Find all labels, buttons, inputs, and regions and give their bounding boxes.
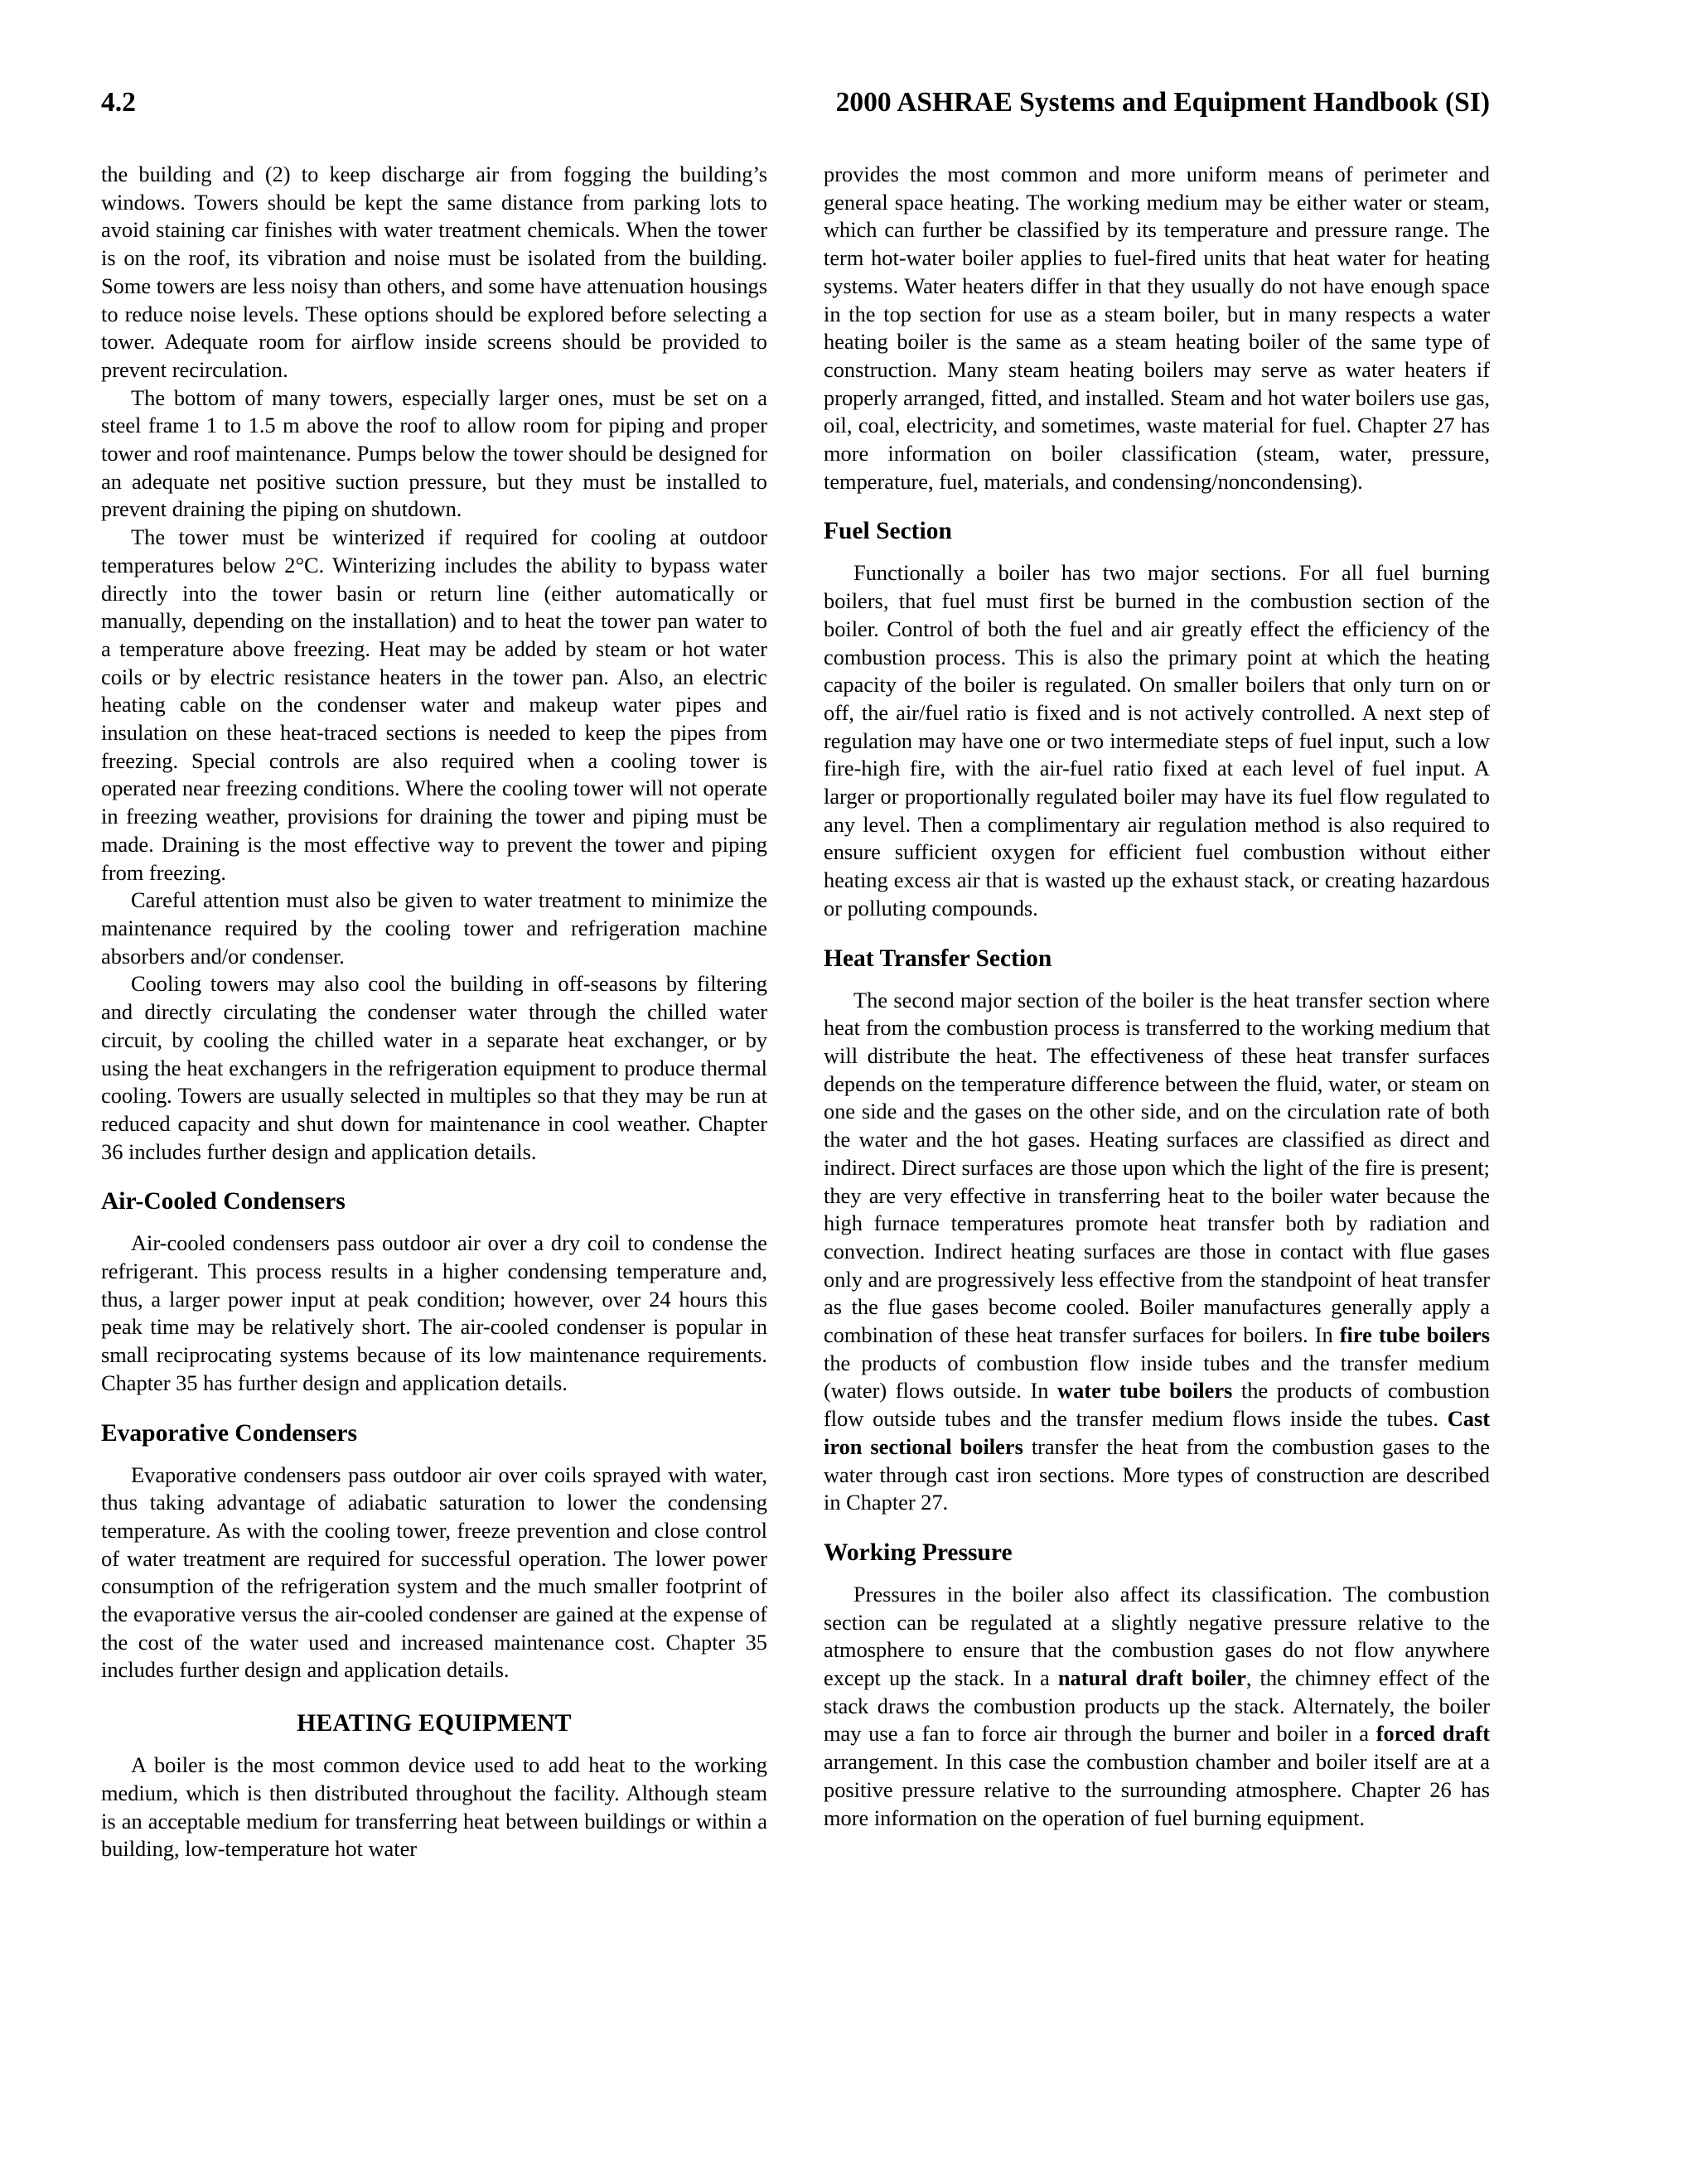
right-column: [824, 161, 1490, 1832]
text-run: Pressures in the boiler also affect its classification. The combustion section can be regulated at a slightly negative pressure relative to the atmosphere to ensure that the combustion gases do not flow anywhere except up the stack. In a: [824, 1581, 1490, 1691]
paragraph-heat-transfer-section: [824, 987, 1490, 1517]
heading-evaporative-condensers: Evaporative Condensers: [101, 1419, 357, 1447]
heading-heat-transfer-section: Heat Transfer Section: [824, 945, 1052, 972]
left-column: [101, 161, 767, 1863]
paragraph-boiler-medium: provides the most common and more uniform means of perimeter and general space heating. The working medium may be either water or steam, which can further be classified by its temperature and pressure range. The term hot-water boiler applies to fuel-fired units that heat water for heating systems. Water heaters differ in that they usually do not have enough space in the top section for use as a steam boiler, but in many respects a water heating boiler is the same as a steam heating boiler of the same type of construction. Many steam heating boilers may serve as water heaters if properly arranged, fitted, and installed. Steam and hot water boilers use gas, oil, coal, electricity, and sometimes, waste material for fuel. Chapter 27 has more information on boiler classification (steam, water, pressure, temperature, fuel, materials, and condensing/noncondensing).: [824, 162, 1490, 494]
paragraph-tower-siting: the building and (2) to keep discharge air from fogging the building’s windows. Towers should be kept the same distance from parking lots to avoid staining car finishes with water treatment chemicals. When the tower is on the roof, its vibration and noise must be isolated from the building. Some towers are less noisy than others, and some have attenuation housings to reduce noise levels. These options should be explored before selecting a tower. Adequate room for airflow inside screens should be provided to prevent recirculation.: [101, 162, 767, 382]
term-water-tube-boilers: water tube boilers: [1057, 1378, 1233, 1404]
paragraph-boiler-intro: A boiler is the most common device used to add heat to the working medium, which is then distributed throughout the facility. Although steam is an acceptable medium for transferring heat between buildings or within a building, low-temperature hot water: [101, 1752, 767, 1862]
heading-fuel-section: Fuel Section: [824, 518, 952, 545]
heading-air-cooled-condensers: Air-Cooled Condensers: [101, 1188, 346, 1215]
paragraph-winterizing: The tower must be winterized if required for cooling at outdoor temperatures below 2°C. Winterizing includes the ability to bypass water directly into the tower basin or return line (either automatically or manually, depending on the installation) and to heat the tower pan water to a temperature above freezing. Heat may be added by steam or hot water coils or by electric resistance heaters in the tower pan. Also, an electric heating cable on the condenser water and makeup water pipes and insulation on these heat-traced sections is needed to keep the pipes from freezing. Special controls are also required when a cooling tower is operated near freezing conditions. Where the cooling tower will not operate in freezing weather, provisions for draining the tower and piping must be made. Draining is the most effective way to prevent the tower and piping from freezing.: [101, 524, 767, 885]
text-run: the products of combustion flow inside tubes and the transfer medium (water) flows outside. In: [824, 1350, 1490, 1404]
paragraph-tower-frame: The bottom of many towers, especially larger ones, must be set on a steel frame 1 to 1.5 m above the roof to allow room for piping and proper tower and roof maintenance. Pumps below the tower should be designed for an adequate net positive suction pressure, but they must be installed to prevent draining the piping on shutdown.: [101, 384, 767, 522]
text-run: the products of combustion flow outside tubes and the transfer medium flows inside the tubes.: [824, 1378, 1490, 1432]
term-forced-draft: forced draft: [1375, 1721, 1490, 1747]
term-cast-iron-sectional-boilers: Cast iron sectional boilers: [824, 1406, 1490, 1459]
paragraph-working-pressure: [824, 1581, 1490, 1832]
paragraph-off-season-cooling: Cooling towers may also cool the building in off-seasons by filtering and directly circulating the condenser water through the chilled water circuit, by cooling the chilled water in a separate heat exchanger, or by using the heat exchangers in the refrigeration equipment to produce thermal cooling. Towers are usually selected in multiples so that they may be run at reduced capacity and shut down for maintenance in cool weather. Chapter 36 includes further design and application details.: [101, 971, 767, 1164]
page-number: 4.2: [101, 87, 136, 118]
term-fire-tube-boilers: fire tube boilers: [1339, 1322, 1490, 1348]
page-header: [101, 85, 1490, 121]
text-run: transfer the heat from the combustion gases to the water through cast iron sections. More types of construction are described in Chapter 27.: [824, 1433, 1490, 1515]
paragraph-fuel-section: Functionally a boiler has two major sections. For all fuel burning boilers, that fuel must first be burned in the combustion section of the boiler. Control of both the fuel and air greatly effect the efficiency of the combustion process. This is also the primary point at which the heating capacity of the boiler is regulated. On smaller boilers that only turn on or off, the air/fuel ratio is fixed and is not actively controlled. A next step of regulation may have one or two intermediate steps of fuel input, such a low fire-high fire, with the air-fuel ratio fixed at each level of fuel input. A larger or proportionally regulated boiler may have its fuel flow regulated to any level. Then a complimentary air regulation method is also required to ensure sufficient oxygen for efficient fuel combustion without either heating excess air that is wasted up the exhaust stack, or creating hazardous or polluting compounds.: [824, 560, 1490, 920]
paragraph-water-treatment: Careful attention must also be given to water treatment to minimize the maintenance required by the cooling tower and refrigeration machine absorbers and/or condenser.: [101, 887, 767, 969]
term-natural-draft-boiler: natural draft boiler: [1057, 1665, 1246, 1691]
paragraph-air-cooled-condensers: Air-cooled condensers pass outdoor air over a dry coil to condense the refrigerant. This process results in a higher condensing temperature and, thus, a larger power input at peak condition; however, over 24 hours this peak time may be relatively short. The air-cooled condenser is popular in small reciprocating systems because of its low maintenance requirements. Chapter 35 has further design and application details.: [101, 1230, 767, 1395]
paragraph-evaporative-condensers: Evaporative condensers pass outdoor air over coils sprayed with water, thus taking advantage of adiabatic saturation to lower the condensing temperature. As with the cooling tower, freeze prevention and close control of water treatment are required for successful operation. The lower power consumption of the refrigeration system and the much smaller footprint of the evaporative versus the air-cooled condenser are gained at the expense of the cost of the water used and increased maintenance cost. Chapter 35 includes further design and application details.: [101, 1462, 767, 1683]
text-run: The second major section of the boiler is the heat transfer section where heat from the combustion process is transferred to the working medium that will distribute the heat. The effectiveness of these heat transfer surfaces depends on the temperature difference between the fluid, water, or steam on one side and the gases on the other side, and on the circulation rate of both the water and the hot gases. Heating surfaces are classified as direct and indirect. Direct surfaces are those upon which the light of the fire is present; they are very effective in transferring heat to the boiler water because the high furnace temperatures promote heat transfer both by radiation and convection. Indirect heating surfaces are those in contact with flue gases only and are progressively less effective from the standpoint of heat transfer as the flue gases become cooled. Boiler manufactures generally apply a combination of these heat transfer surfaces for boilers. In: [824, 987, 1490, 1348]
running-title: 2000 ASHRAE Systems and Equipment Handbook (SI): [835, 87, 1490, 118]
heading-working-pressure: Working Pressure: [824, 1539, 1013, 1566]
heading-heating-equipment: HEATING EQUIPMENT: [297, 1710, 572, 1737]
text-run: , the chimney effect of the stack draws the combustion products up the stack. Alternately, the boiler may use a fan to force air through the burner and boiler in a: [824, 1665, 1490, 1747]
text-run: arrangement. In this case the combustion chamber and boiler itself are at a positive pressure relative to the surrounding atmosphere. Chapter 26 has more information on the operation of fuel burning equipment.: [824, 1749, 1490, 1830]
